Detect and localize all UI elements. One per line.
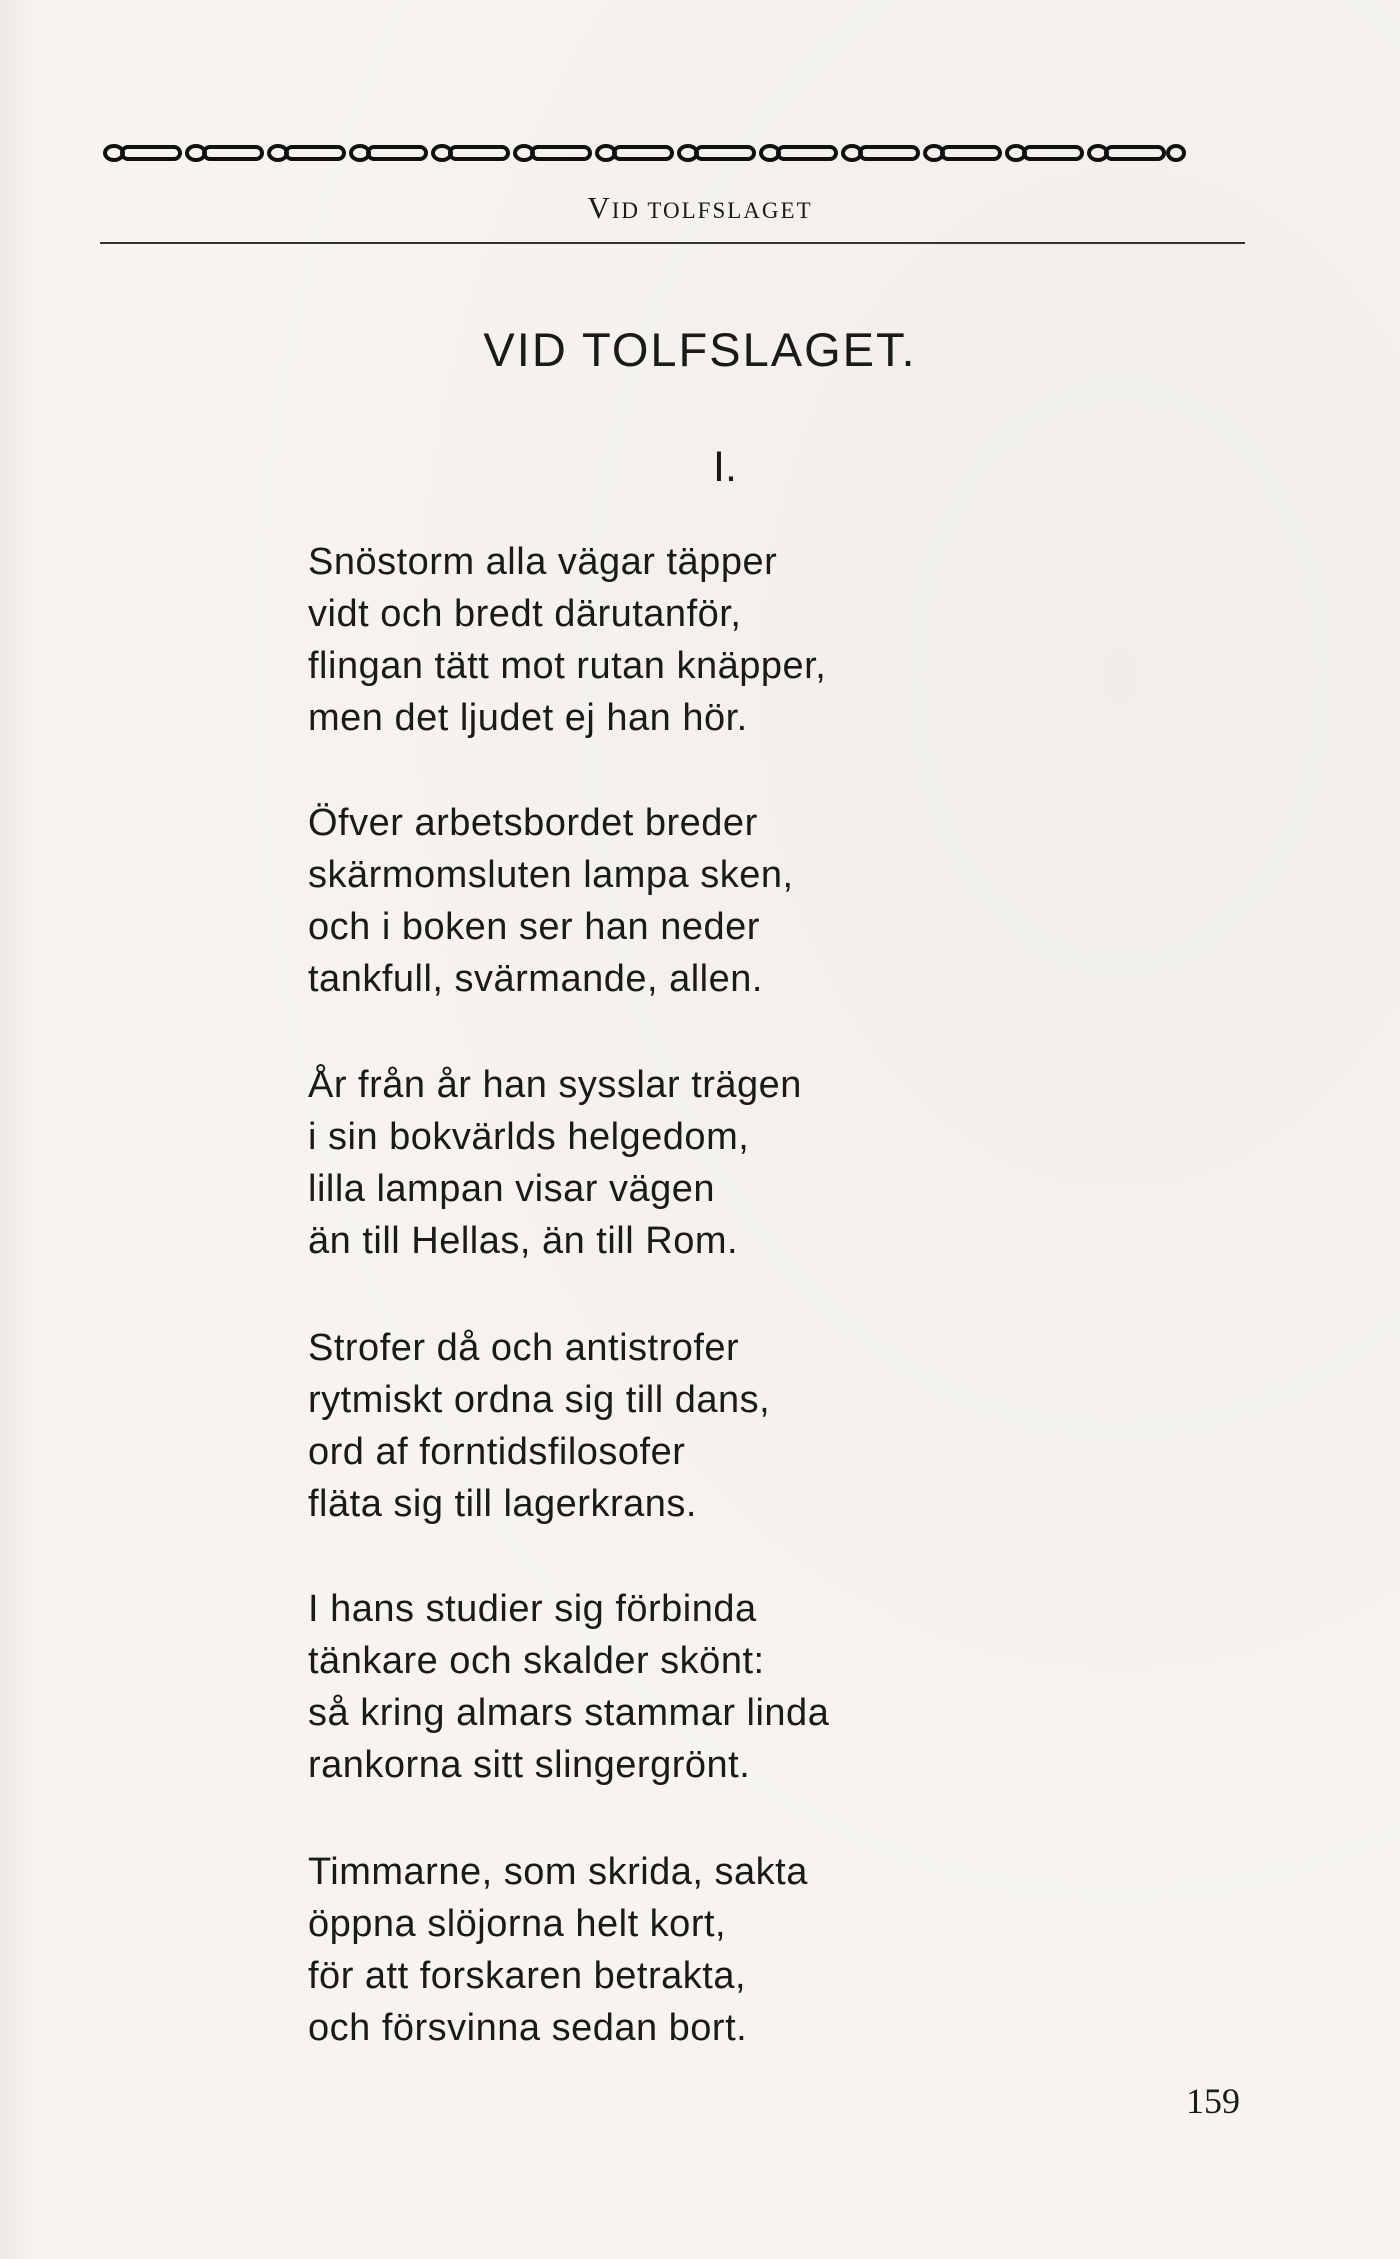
part-number: I.	[713, 443, 737, 491]
poem-line: öppna slöjorna helt kort,	[308, 1903, 727, 1945]
poem-line: än till Hellas, än till Rom.	[308, 1220, 739, 1262]
stanza-3	[308, 1059, 1008, 1267]
poem-line: lilla lampan visar vägen	[308, 1168, 715, 1210]
poem-line: Strofer då och antistrofer	[308, 1327, 740, 1369]
poem-line: i sin bokvärlds helgedom,	[308, 1116, 750, 1158]
poem-line: rytmiskt ordna sig till dans,	[308, 1379, 771, 1421]
poem-line: och i boken ser han neder	[308, 906, 760, 948]
running-head	[0, 190, 1400, 226]
poem-line: för att forskaren betrakta,	[308, 1955, 747, 1997]
poem-line: År från år han sysslar trägen	[308, 1064, 802, 1106]
poem-line: ord af forntidsfilosofer	[308, 1431, 686, 1473]
chain-ornament-border	[100, 140, 1245, 166]
poem-line: och försvinna sedan bort.	[308, 2007, 748, 2049]
poem-line: så kring almars stammar linda	[308, 1692, 830, 1734]
poem-line: men det ljudet ej han hör.	[308, 697, 748, 739]
page-number: 159	[1186, 2081, 1240, 2121]
poem-line: vidt och bredt därutanför,	[308, 593, 742, 635]
stanza-2	[308, 797, 1008, 1005]
poem-line: Snöstorm alla vägar täpper	[308, 541, 778, 583]
running-head-initial: V	[587, 190, 612, 225]
poem-line: I hans studier sig förbinda	[308, 1588, 757, 1630]
poem-line: flingan tätt mot rutan knäpper,	[308, 645, 827, 687]
running-head-rest: ID TOLFSLAGET	[611, 198, 813, 223]
poem-line: fläta sig till lagerkrans.	[308, 1483, 697, 1525]
stanza-4	[308, 1322, 1008, 1530]
poem-line: tänkare och skalder skönt:	[308, 1640, 765, 1682]
stanza-6	[308, 1846, 1008, 2054]
poem-line: rankorna sitt slingergrönt.	[308, 1744, 751, 1786]
poem-line: Öfver arbetsbordet breder	[308, 802, 758, 844]
poem-line: tankfull, svärmande, allen.	[308, 958, 763, 1000]
poem-title: VID TOLFSLAGET.	[483, 323, 917, 376]
poem-line: Timmarne, som skrida, sakta	[308, 1851, 808, 1893]
stanza-5	[308, 1583, 1008, 1791]
stanza-1	[308, 536, 1008, 744]
header-rule	[100, 242, 1245, 244]
poem-line: skärmomsluten lampa sken,	[308, 854, 794, 896]
